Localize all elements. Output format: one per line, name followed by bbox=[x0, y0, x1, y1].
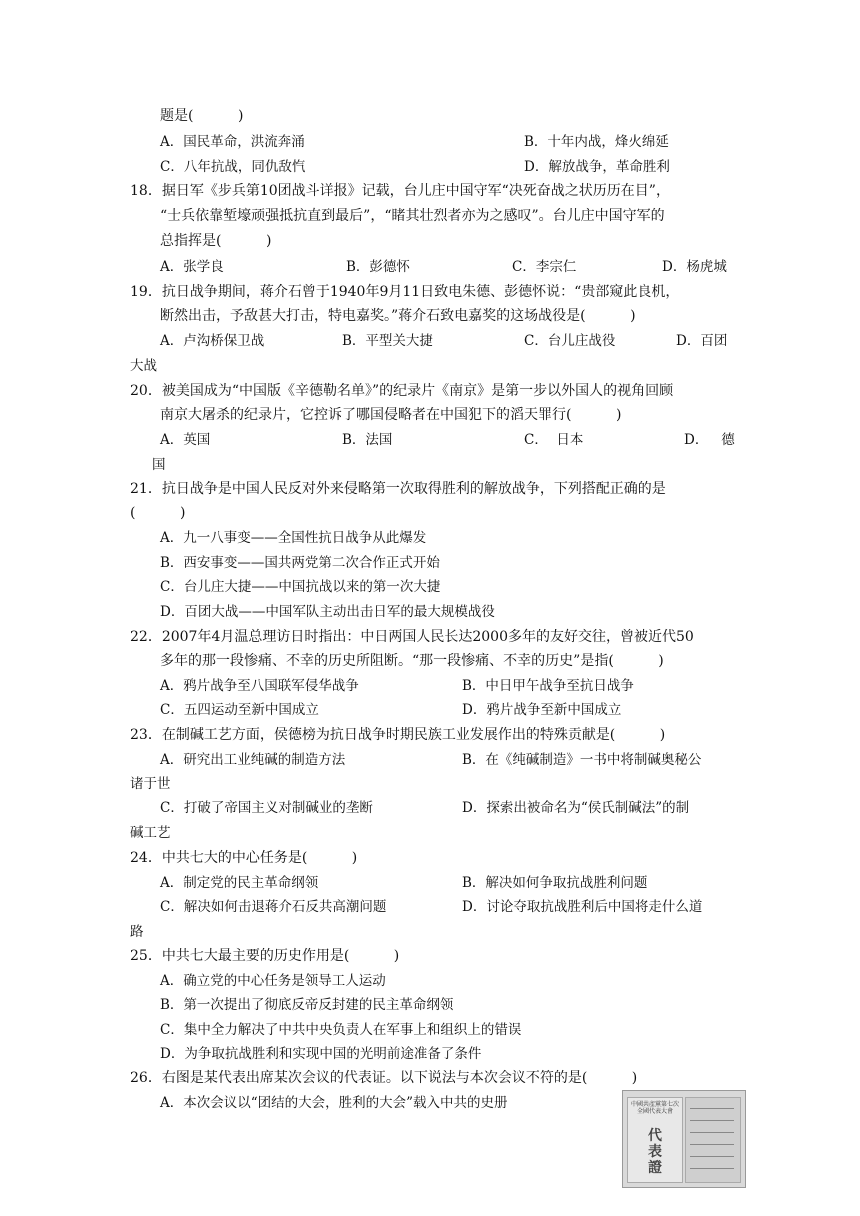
q19-option-a: A．卢沟桥保卫战 bbox=[160, 333, 265, 349]
q18-stem-line1: 18．据日军《步兵第10团战斗详报》记载，台儿庄中国守军“决死奋战之状历历在目”， bbox=[130, 183, 670, 199]
q22-option-d: D．鸦片战争至新中国成立 bbox=[462, 702, 622, 718]
q21-stem-line2: ( ) bbox=[130, 505, 186, 521]
q17-option-a: A．国民革命，洪流奔涌 bbox=[160, 134, 305, 150]
q23-option-c: C．打破了帝国主义对制碱业的垄断 bbox=[160, 800, 373, 816]
card-line bbox=[690, 1156, 734, 1157]
q19-option-d: D．百团 bbox=[676, 333, 728, 349]
card-line bbox=[690, 1120, 734, 1121]
q18-stem-line2: “士兵依靠堑壕顽强抵抗直到最后”，“睹其壮烈者亦为之感叹”。台儿庄中国守军的 bbox=[160, 208, 665, 224]
delegate-card-image bbox=[622, 1090, 746, 1188]
q24-stem-line1: 24．中共七大的中心任务是( ) bbox=[130, 850, 358, 866]
q23-option-a: A．研究出工业纯碱的制造方法 bbox=[160, 752, 346, 768]
q22-option-a: A．鸦片战争至八国联军侵华战争 bbox=[160, 678, 359, 694]
q19-stem-line1: 19．抗日战争期间，蒋介石曾于1940年9月11日致电朱德、彭德怀说：“贵部窥此良机， bbox=[130, 284, 680, 300]
q25-option-b: B．第一次提出了彻底反帝反封建的民主革命纲领 bbox=[160, 997, 454, 1013]
q18-option-a: A．张学良 bbox=[160, 259, 224, 275]
q21-option-a: A．九一八事变——全国性抗日战争从此爆发 bbox=[160, 530, 427, 546]
delegate-card-title: 中國共產黨第七次全國代表大會 bbox=[631, 1101, 680, 1115]
q20-option-a: A．英国 bbox=[160, 432, 211, 448]
q19-option-b: B．平型关大捷 bbox=[342, 333, 433, 349]
q18-option-d: D．杨虎城 bbox=[662, 259, 727, 275]
q22-stem-line1: 22．2007年4月温总理访日时指出：中日两国人民长达2000多年的友好交往，曾被近代50 bbox=[130, 629, 694, 645]
q19-option-c: C．台儿庄战役 bbox=[524, 333, 616, 349]
q23-option-d: D．探索出被命名为“侯氏制碱法”的制 bbox=[462, 800, 690, 816]
q24-option-c: C．解决如何击退蒋介石反共高潮问题 bbox=[160, 899, 387, 915]
q18-stem-line3: 总指挥是( ) bbox=[160, 233, 272, 249]
q24-option-a: A．制定党的民主革命纲领 bbox=[160, 875, 319, 891]
q17-option-c: C．八年抗战，同仇敌忾 bbox=[160, 159, 306, 175]
q20-option-d-wrap: 国 bbox=[152, 457, 166, 473]
delegate-card-front bbox=[627, 1097, 683, 1183]
q22-option-b: B．中日甲午战争至抗日战争 bbox=[462, 678, 634, 694]
q21-option-c: C．台儿庄大捷——中国抗战以来的第一次大捷 bbox=[160, 579, 441, 595]
q21-option-b: B．西安事变——国共两党第二次合作正式开始 bbox=[160, 555, 440, 571]
q20-stem-line1: 20．被美国成为“中国版《辛德勒名单》”的纪录片《南京》是第一步以外国人的视角回顾 bbox=[130, 383, 674, 399]
q24-option-d: D．讨论夺取抗战胜利后中国将走什么道 bbox=[462, 899, 703, 915]
card-line bbox=[690, 1144, 734, 1145]
q19-option-d-wrap: 大战 bbox=[130, 358, 157, 374]
q25-option-d: D．为争取抗战胜利和实现中国的光明前途准备了条件 bbox=[160, 1046, 482, 1062]
q26-option-a: A．本次会议以“团结的大会，胜利的大会”载入中共的史册 bbox=[160, 1095, 508, 1111]
q20-option-b: B．法国 bbox=[342, 432, 393, 448]
q23-option-b: B．在《纯碱制造》一书中将制碱奥秘公 bbox=[462, 752, 702, 768]
q18-option-b: B．彭德怀 bbox=[346, 259, 410, 275]
q20-option-d: D． 德 bbox=[684, 432, 735, 448]
q23-stem-line1: 23．在制碱工艺方面，侯德榜为抗日战争时期民族工业发展作出的特殊贡献是( ) bbox=[130, 727, 666, 743]
q24-option-d-wrap: 路 bbox=[130, 924, 144, 940]
q22-option-c: C．五四运动至新中国成立 bbox=[160, 702, 319, 718]
q21-option-d: D．百团大战——中国军队主动出击日军的最大规模战役 bbox=[160, 604, 495, 620]
card-line bbox=[690, 1132, 734, 1133]
delegate-card-big-text: 代表證 bbox=[648, 1128, 662, 1176]
q25-option-c: C．集中全力解决了中共中央负责人在军事上和组织上的错误 bbox=[160, 1022, 522, 1038]
q17-option-b: B．十年内战，烽火绵延 bbox=[524, 134, 669, 150]
q24-option-b: B．解决如何争取抗战胜利问题 bbox=[462, 875, 648, 891]
q17-stem-tail: 题是( ) bbox=[160, 108, 244, 124]
q17-option-d: D．解放战争，革命胜利 bbox=[524, 159, 670, 175]
q23-option-d-wrap: 碱工艺 bbox=[130, 825, 171, 841]
q25-option-a: A．确立党的中心任务是领导工人运动 bbox=[160, 973, 386, 989]
q21-stem-line1: 21．抗日战争是中国人民反对外来侵略第一次取得胜利的解放战争，下列搭配正确的是 bbox=[130, 481, 666, 497]
card-line bbox=[690, 1108, 734, 1109]
q19-stem-line2: 断然出击，予敌甚大打击，特电嘉奖。”蒋介石致电嘉奖的这场战役是( ) bbox=[160, 308, 636, 324]
q20-stem-line2: 南京大屠杀的纪录片，它控诉了哪国侵略者在中国犯下的滔天罪行( ) bbox=[160, 407, 622, 423]
q26-stem-line1: 26．右图是某代表出席某次会议的代表证。以下说法与本次会议不符的是( ) bbox=[130, 1070, 638, 1086]
q20-option-c: C． 日本 bbox=[524, 432, 584, 448]
q23-option-b-wrap: 诸于世 bbox=[130, 776, 171, 792]
delegate-card-back bbox=[685, 1097, 741, 1183]
q22-stem-line2: 多年的那一段惨痛、不幸的历史所阻断。“那一段惨痛、不幸的历史”是指( ) bbox=[160, 653, 664, 669]
card-line bbox=[690, 1168, 734, 1169]
q25-stem-line1: 25．中共七大最主要的历史作用是( ) bbox=[130, 948, 400, 964]
q18-option-c: C．李宗仁 bbox=[512, 259, 577, 275]
